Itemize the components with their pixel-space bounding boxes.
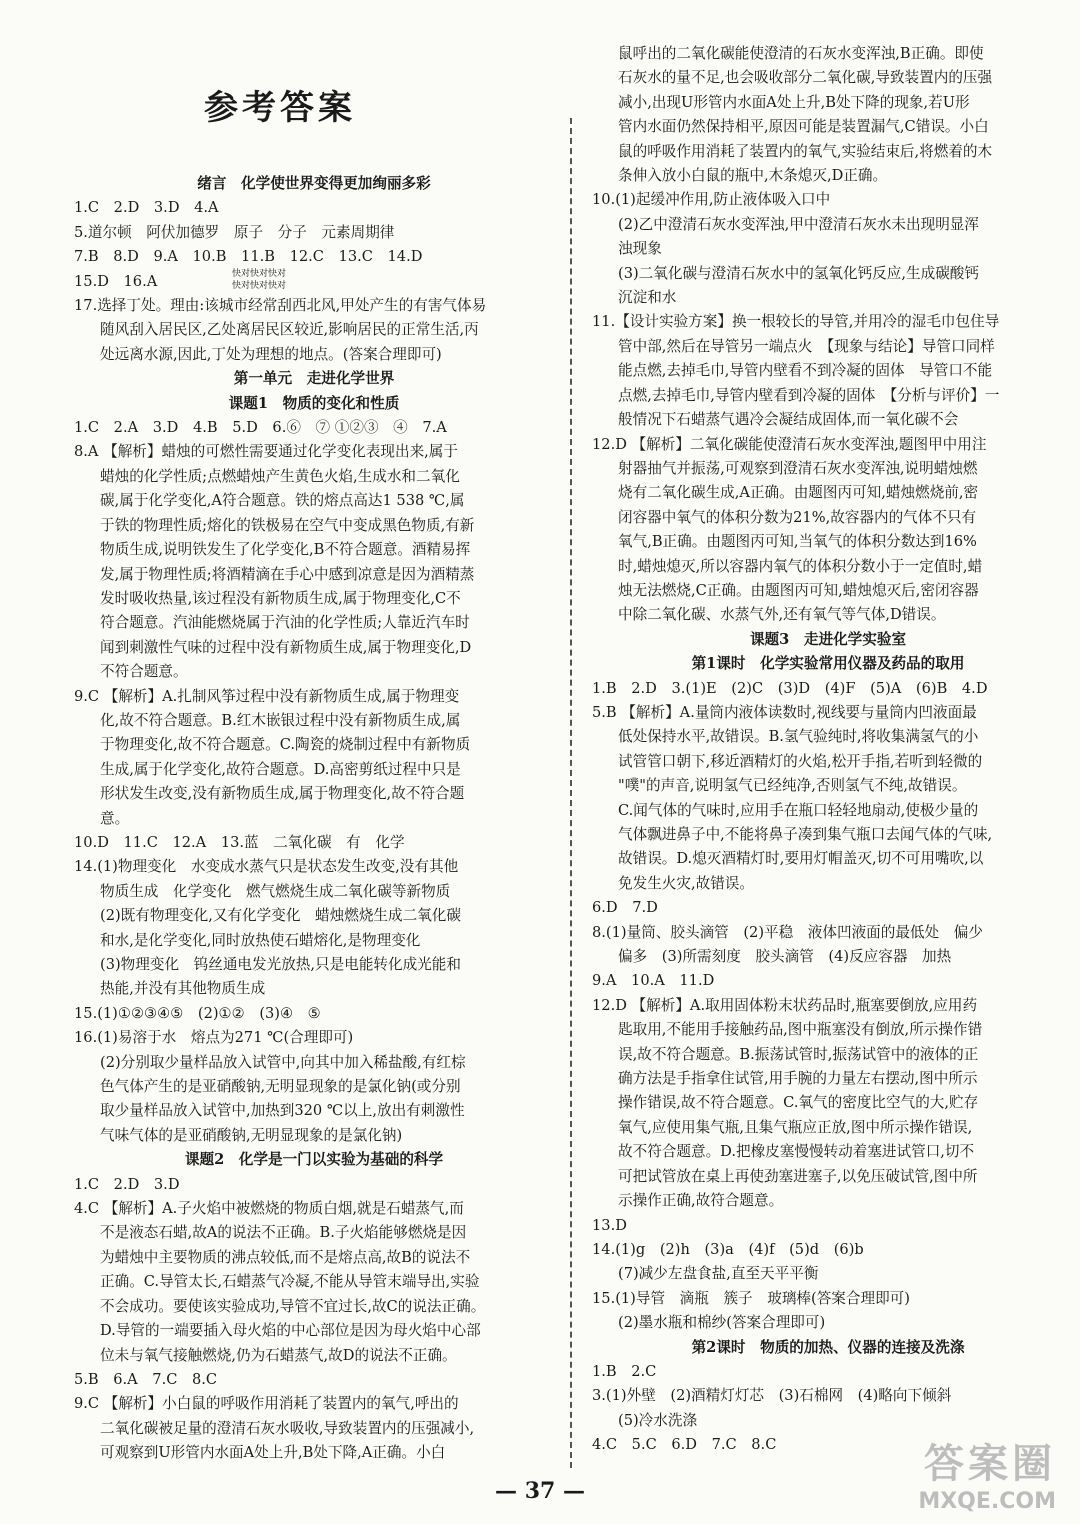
answer-line: 射器抽气并振荡,可观察到澄清石灰水变浑浊,说明蜡烛燃	[618, 459, 978, 477]
answer-line: 位未与氧气接触燃烧,仍为石蜡蒸气,故D的说法不正确。	[100, 1346, 457, 1364]
answer-line: 氧气,应使用集气瓶,且集气瓶应正放,图中所示操作错误,	[618, 1118, 973, 1136]
answer-line: 17.选择丁处。理由:该城市经常刮西北风,甲处产生的有害气体易	[74, 297, 487, 315]
answer-line: 12.D 【解析】A.取用固体粉末状药品时,瓶塞要倒放,应用药	[592, 996, 978, 1014]
section-heading: 课题1 物质的变化和性质	[228, 394, 400, 412]
answer-line: 沉淀和水	[618, 289, 677, 307]
answer-line: 形状发生改变,没有新物质生成,属于物理变化,故不符合题	[100, 785, 465, 803]
answer-line: 鼠的呼吸作用消耗了装置内的氧气,实验结束后,将燃着的木	[618, 142, 993, 160]
answer-line: 6.D 7.D	[592, 899, 658, 917]
answer-line: 碳,属于化学变化,A符合题意。铁的熔点高达1 538 ℃,属	[100, 492, 465, 510]
answer-line: 发,属于物理性质;将酒精滴在手心中感到凉意是因为酒精蒸	[100, 565, 475, 583]
answer-line: 15.(1)导管 滴瓶 簇子 玻璃棒(答案合理即可)	[592, 1289, 910, 1307]
watermark-url: MXQE.COM	[918, 1489, 1056, 1514]
answer-line: 3.(1)外壁 (2)酒精灯灯芯 (3)石棉网 (4)略向下倾斜	[592, 1387, 952, 1405]
answer-line: 意。	[100, 809, 130, 827]
answer-line: 偏多 (3)所需刻度 胶头滴管 (4)反应容器 加热	[618, 948, 952, 966]
answer-line: 随风刮入居民区,乙处离居民区较近,影响居民的正常生活,丙	[100, 321, 479, 339]
answer-line: 11.【设计实验方案】换一根较长的导管,并用冷的湿毛巾包住导	[592, 313, 1000, 331]
answer-line: 1.C 2.A 3.D 4.B 5.D 6.⑥ ⑦ ①②③ ④ 7.A	[74, 419, 447, 437]
answer-line: 7.B 8.D 9.A 10.B 11.B 12.C 13.C 14.D	[74, 248, 423, 266]
watermark	[918, 1432, 1056, 1514]
section-heading: 绪言 化学使世界变得更加绚丽多彩	[197, 175, 431, 192]
answer-line: 故错误。D.熄灭酒精灯时,要用灯帽盖灭,切不可用嘴吹,以	[618, 850, 984, 868]
answer-line: 9.A 10.A 11.D	[592, 972, 715, 990]
answer-line: 正确。C.导管太长,石蜡蒸气冷凝,不能从导管末端导出,实验	[100, 1273, 480, 1291]
left-column-content	[74, 172, 554, 1466]
answer-line: 9.C 【解析】A.扎制风筝过程中没有新物质生成,属于物理变	[74, 687, 460, 705]
answer-line: 浊现象	[618, 240, 662, 258]
answer-line: 免发生火灾,故错误。	[618, 874, 754, 892]
answer-line: 8.A 【解析】蜡烛的可燃性需要通过化学变化表现出来,属于	[74, 443, 458, 461]
answer-line: (2)既有物理变化,又有化学变化 蜡烛燃烧生成二氧化碳	[100, 907, 461, 925]
answer-line: 不会成功。要使该实验成功,导管不宜过长,故C的说法正确。	[100, 1297, 486, 1315]
answer-line: 蜡烛的化学性质;点燃蜡烛产生黄色火焰,生成水和二氧化	[100, 467, 460, 485]
section-heading: 第一单元 走进化学世界	[233, 370, 395, 388]
answer-line: 取少量样品放入试管中,加热到320 ℃以上,放出有刺激性	[100, 1102, 465, 1120]
answer-line: 操作错误,故不符合题意。C.氧气的密度比空气的大,贮存	[618, 1094, 979, 1112]
answer-line: 热能,并没有其他物质生成	[100, 980, 266, 998]
answer-line: 5.道尔顿 阿伏加德罗 原子 分子 元素周期律	[74, 223, 395, 241]
answer-line: 示操作正确,故符合题意。	[618, 1192, 784, 1210]
answer-line: 二氧化碳被足量的澄清石灰水吸收,导致装置内的压强减小,	[100, 1419, 475, 1437]
answer-line: 4.C 5.C 6.D 7.C 8.C	[592, 1436, 777, 1454]
watermark-logo: 答案圈	[924, 1440, 1056, 1487]
answer-line: D.导管的一端要插入母火焰的中心部位是因为母火焰中心部	[100, 1322, 481, 1340]
answer-line: 符合题意。汽油能燃烧属于汽油的化学性质;人靠近汽车时	[100, 614, 470, 632]
answer-line: 气味气体的是亚硝酸钠,无明显现象的是氯化钠)	[100, 1126, 403, 1144]
answer-line: 般情况下石蜡蒸气遇冷会凝结成固体,而一氧化碳不会	[618, 411, 959, 429]
stamp-line: 快对快对快对	[232, 269, 287, 279]
answer-line: 于物理变化,故不符合题意。C.陶瓷的烧制过程中有新物质	[100, 736, 471, 754]
answer-line: 误,故不符合题意。B.振荡试管时,振荡试管中的液体的正	[618, 1045, 979, 1063]
answer-line: 烛无法燃烧,C正确。由题图丙可知,蜡烛熄灭后,密闭容器	[618, 581, 979, 599]
answer-line: 10.(1)起缓冲作用,防止液体吸入口中	[592, 191, 831, 209]
answer-line: 12.D 【解析】二氧化碳能使澄清石灰水变浑浊,题图甲中用注	[592, 435, 987, 453]
answer-line: (7)减少左盘食盐,直至天平平衡	[618, 1265, 819, 1283]
answer-line: 14.(1)物理变化 水变成水蒸气只是状态发生改变,没有其他	[74, 858, 459, 876]
answer-line: 能点燃,去掉毛巾,导管内壁看不到冷凝的固体 导管口不能	[618, 362, 993, 380]
answer-line: 物质生成,说明铁发生了化学变化,B不符合题意。酒精易挥	[100, 541, 471, 559]
answer-line: 低处保持水平,故错误。B.氢气验纯时,将收集满氢气的小	[618, 728, 979, 746]
answer-line: (2)墨水瓶和棉纱(答案合理即可)	[618, 1314, 826, 1332]
answer-line: 生成,属于化学变化,故符合题意。D.高密剪纸过程中只是	[100, 760, 461, 778]
section-heading: 课题2 化学是一门以实验为基础的科学	[184, 1151, 444, 1169]
answer-line: 1.B 2.D 3.(1)E (2)C (3)D (4)F (5)A (6)B 4.D	[592, 679, 988, 697]
answer-line: 化,故不符合题意。B.红木嵌银过程中没有新物质生成,属	[100, 711, 461, 729]
answer-line: 时,蜡烛熄灭,所以容器内氧气的体积分数小于一定值时,蜡	[618, 557, 983, 575]
stamp-line: 快对快对快对	[232, 281, 287, 291]
answer-line: "噗"的声音,说明氢气已经纯净,否则氢气不纯,故错误。	[618, 777, 967, 795]
answer-line: 减小,出现U形管内水面A处上升,B处下降的现象,若U形	[618, 93, 970, 111]
answer-line: 条伸入放小白鼠的瓶中,木条熄灭,D正确。	[618, 167, 888, 185]
answer-line: C.闻气体的气味时,应用手在瓶口轻轻地扇动,使极少量的	[618, 801, 979, 819]
page-number: — 37 —	[495, 1478, 585, 1504]
answer-line: 可把试管放在桌上再使劲塞进塞子,以免压破试管,图中所	[618, 1167, 978, 1185]
page-title: 参考答案	[204, 88, 356, 128]
section-heading: 第2课时 物质的加热、仪器的连接及洗涤	[691, 1338, 965, 1356]
stamp-text	[232, 268, 286, 292]
answer-line: 为蜡烛中主要物质的沸点较低,而不是熔点高,故B的说法不	[100, 1248, 471, 1266]
answer-line: 15.(1)①②③④⑤ (2)①② (3)④ ⑤	[74, 1004, 321, 1022]
answer-line: 石灰水的量不足,也会吸收部分二氧化碳,导致装置内的压强	[618, 69, 993, 87]
answer-line: 8.(1)量筒、胶头滴管 (2)平稳 液体凹液面的最低处 偏少	[592, 923, 983, 941]
right-column-content	[592, 42, 1064, 1458]
answer-line: 色气体产生的是亚硝酸钠,无明显现象的是氯化钠(或分别	[100, 1078, 461, 1096]
answer-line: 点燃,去掉毛巾,导管内壁看到冷凝的固体 【分析与评价】一	[618, 386, 1000, 404]
answer-line: 1.B 2.C	[592, 1362, 657, 1380]
answer-line: 14.(1)g (2)h (3)a (4)f (5)d (6)b	[592, 1240, 864, 1258]
right-column	[592, 42, 1064, 1458]
answer-line: 9.C 【解析】小白鼠的呼吸作用消耗了装置内的氧气,呼出的	[74, 1395, 459, 1413]
column-divider	[570, 118, 572, 1468]
answer-line: 1.C 2.D 3.D 4.A	[74, 199, 219, 217]
answer-line: 于铁的物理性质;熔化的铁极易在空气中变成黑色物质,有新	[100, 516, 475, 534]
answer-line: 确方法是手指拿住试管,用手腕的力量左右摆动,图中所示	[618, 1070, 978, 1088]
section-heading: 第1课时 化学实验常用仪器及药品的取用	[691, 655, 965, 673]
answer-line: 4.C 【解析】A.子火焰中被燃烧的物质白烟,就是石蜡蒸气,而	[74, 1200, 464, 1218]
answer-line: (5)冷水洗涤	[618, 1411, 698, 1429]
answer-line: 气体飘进鼻子中,不能将鼻子凑到集气瓶口去闻气体的气味,	[618, 826, 993, 843]
answer-line: 试管管口朝下,移近酒精灯的火焰,松开手指,若听到轻微的	[618, 752, 983, 770]
answer-line: 发时吸收热量,该过程没有新物质生成,属于物理变化,C不	[100, 589, 461, 607]
answer-line: 10.D 11.C 12.A 13.蓝 二氧化碳 有 化学	[74, 833, 405, 851]
answer-line: 5.B 6.A 7.C 8.C	[74, 1370, 218, 1388]
answer-line: 16.(1)易溶于水 熔点为271 ℃(合理即可)	[74, 1029, 354, 1047]
section-heading: 课题3 走进化学实验室	[749, 630, 907, 648]
answer-line: 中除二氧化碳、水蒸气外,还有氧气等气体,D错误。	[618, 606, 946, 624]
answer-line: 物质生成 化学变化 燃气燃烧生成二氧化碳等新物质	[100, 882, 451, 900]
answer-line: 5.B 【解析】A.量筒内液体读数时,视线要与量筒内凹液面最	[592, 703, 977, 721]
answer-line: 1.C 2.D 3.D	[74, 1175, 180, 1193]
answer-line: (3)二氧化碳与澄清石灰水中的氢氧化钙反应,生成碳酸钙	[618, 264, 979, 282]
answer-line: 可观察到U形管内水面A处上升,B处下降,A正确。小白	[100, 1444, 446, 1462]
answer-line: 管中部,然后在导管另一端点火 【现象与结论】导管口同样	[618, 337, 995, 355]
answer-line: 13.D	[592, 1216, 627, 1234]
answer-line: (2)分别取少量样品放入试管中,向其中加入稀盐酸,有红棕	[100, 1053, 466, 1071]
answer-line: 处远离水源,因此,丁处为理想的地点。(答案合理即可)	[100, 345, 442, 363]
answer-line: 鼠呼出的二氧化碳能使澄清的石灰水变浑浊,B正确。即使	[618, 45, 984, 62]
answer-line: 不是液态石蜡,故A的说法不正确。B.子火焰能够燃烧是因	[100, 1224, 467, 1242]
answer-line: 闻到刺激性气味的过程中没有新物质生成,属于物理变化,D	[100, 638, 472, 656]
answer-line: 不符合题意。	[100, 663, 188, 681]
answer-line: 烧有二氧化碳生成,A正确。由题图丙可知,蜡烛燃烧前,密	[618, 484, 979, 502]
answer-line: 15.D 16.A	[74, 272, 158, 290]
answer-line: (3)物理变化 钨丝通电发光放热,只是电能转化成光能和	[100, 956, 461, 973]
answer-line: 氧气,B正确。由题图丙可知,当氧气的体积分数达到16%	[618, 533, 977, 551]
answer-line: 闭容器中氧气的体积分数为21%,故容器内的气体不只有	[618, 508, 977, 526]
answer-line: 和水,是化学变化,同时放热使石蜡熔化,是物理变化	[100, 931, 421, 949]
answer-line: 匙取用,不能用手接触药品,图中瓶塞没有倒放,所示操作错	[618, 1021, 983, 1039]
answer-line: 故不符合题意。D.把橡皮塞慢慢转动着塞进试管口,切不	[618, 1143, 975, 1161]
answer-line: 管内水面仍然保持相平,原因可能是装置漏气,C错误。小白	[618, 118, 989, 136]
answer-line: (2)乙中澄清石灰水变浑浊,甲中澄清石灰水未出现明显浑	[618, 215, 979, 233]
